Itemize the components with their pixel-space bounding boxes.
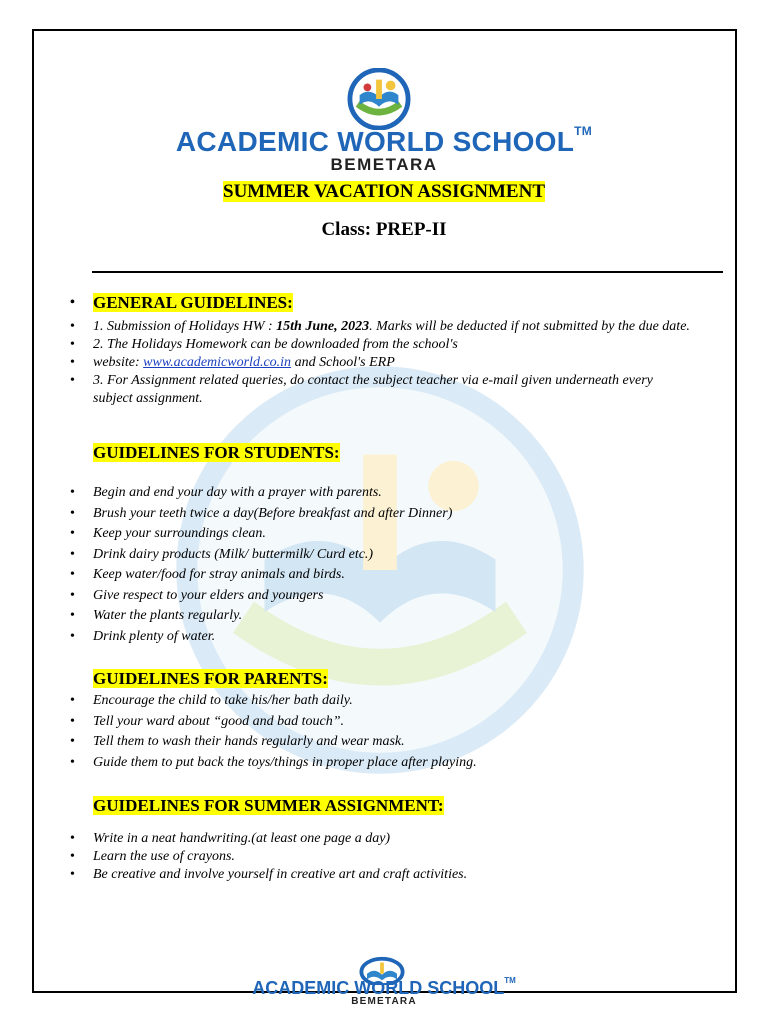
- list-item: • Be creative and involve yourself in creative art and craft activities.: [70, 866, 690, 884]
- footer-school-name: ACADEMIC WORLD SCHOOL™: [252, 976, 516, 998]
- list-item: • Give respect to your elders and youngers: [70, 587, 690, 605]
- list-item: • Tell them to wash their hands regularly and wear mask.: [70, 733, 690, 751]
- footer-city: BEMETARA: [351, 996, 417, 1007]
- website-link[interactable]: www.academicworld.co.in: [143, 355, 292, 370]
- parents-list: [70, 692, 690, 774]
- list-item: • Tell your ward about “good and bad touch”.: [70, 713, 690, 731]
- school-logo: [340, 68, 418, 130]
- class-label: Class: PREP-II: [321, 219, 447, 240]
- list-item: • Drink dairy products (Milk/ buttermilk/ Curd etc.): [70, 546, 690, 564]
- list-item: • Learn the use of crayons.: [70, 848, 690, 866]
- list-item: • 3. For Assignment related queries, do contact the subject teacher via e-mail given underneath every subject assignment.: [70, 372, 690, 408]
- list-item: • Begin and end your day with a prayer with parents.: [70, 484, 690, 502]
- students-list: [70, 484, 690, 648]
- footer-trademark: TM: [504, 976, 516, 985]
- list-item: • Brush your teeth twice a day(Before breakfast and after Dinner): [70, 505, 690, 523]
- list-item: • Guide them to put back the toys/things in proper place after playing.: [70, 754, 690, 772]
- list-item: • Drink plenty of water.: [70, 628, 690, 646]
- list-item: • Keep water/food for stray animals and birds.: [70, 566, 690, 584]
- divider: [92, 271, 723, 273]
- school-city: BEMETARA: [330, 155, 438, 174]
- list-item: • 1. Submission of Holidays HW : 15th June, 2023. Marks will be deducted if not submitted by the due date.: [70, 318, 690, 336]
- general-guidelines-heading: • GENERAL GUIDELINES:: [70, 292, 690, 314]
- list-item: • Keep your surroundings clean.: [70, 525, 690, 543]
- school-name: ACADEMIC WORLD SCHOOL™: [175, 124, 593, 157]
- students-heading: GUIDELINES FOR STUDENTS:: [93, 443, 340, 462]
- list-item: • 2. The Holidays Homework can be downloaded from the school's: [70, 336, 690, 354]
- list-item: • Water the plants regularly.: [70, 607, 690, 625]
- list-item: • Encourage the child to take his/her bath daily.: [70, 692, 690, 710]
- list-item: • Write in a neat handwriting.(at least one page a day): [70, 830, 690, 848]
- summer-heading: GUIDELINES FOR SUMMER ASSIGNMENT:: [93, 796, 444, 815]
- page-title: SUMMER VACATION ASSIGNMENT: [223, 181, 545, 202]
- parents-heading: GUIDELINES FOR PARENTS:: [93, 669, 328, 688]
- general-guidelines-list: [70, 292, 690, 408]
- summer-list: [70, 830, 690, 884]
- list-item: • website: www.academicworld.co.in and School's ERP: [70, 354, 690, 372]
- trademark: TM: [574, 124, 593, 138]
